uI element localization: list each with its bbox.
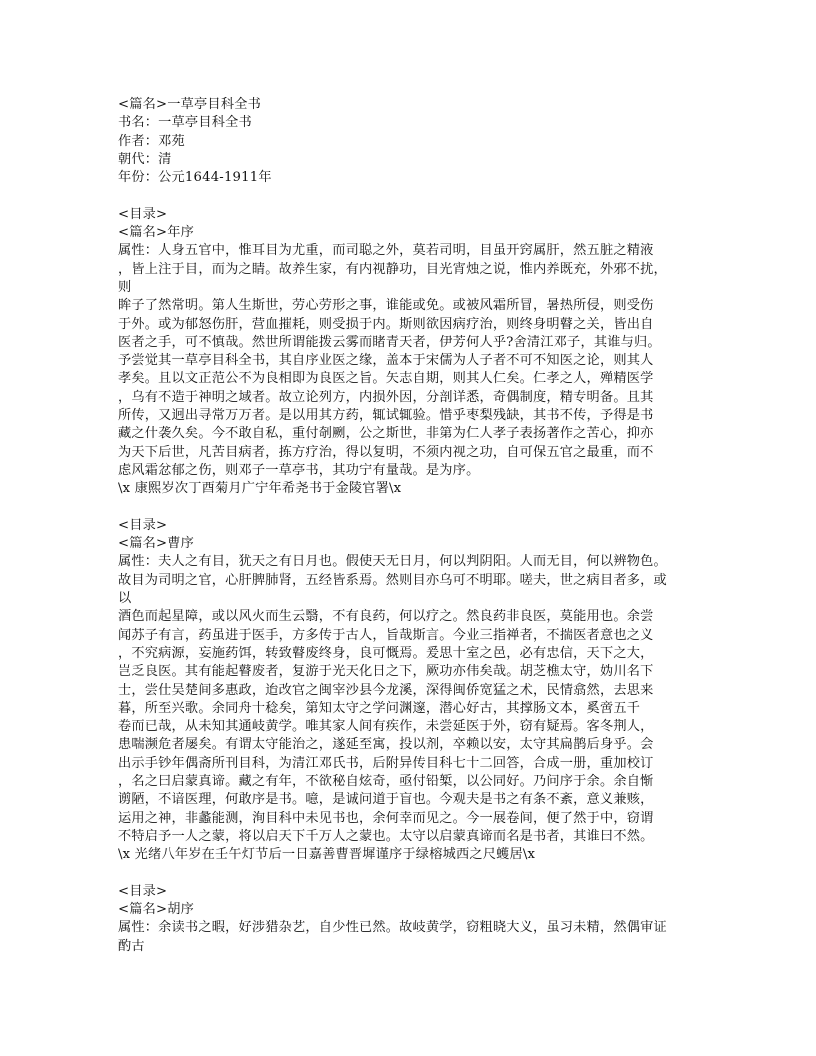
signature-line: \x 光绪八年岁在壬午灯节后一日嘉善曹晋墀谨序于绿榕城西之尺蠖居\x xyxy=(118,847,536,863)
body-line: 谫陋，不谙医理，何敢序是书。噫，是诚问道于盲也。今观夫是书之有条不紊，意义兼赅， xyxy=(118,792,654,808)
section-toc: <目录> xyxy=(118,883,168,899)
section-title: <篇名>曹序 xyxy=(118,536,195,552)
header-author-line: 作者：邓苑 xyxy=(118,133,185,149)
blank-line xyxy=(118,499,702,517)
header-title-line: <篇名>一草亭目科全书 xyxy=(118,97,261,112)
header-book-line: 书名：一草亭目科全书 xyxy=(118,115,252,131)
body-line: 酌古 xyxy=(118,938,145,954)
signature-line: \x 康熙岁次丁酉菊月广宁年希尧书于金陵官署\x xyxy=(118,481,402,497)
body-line: 士，尝仕吴楚间多惠政，迨改官之闽宰沙县今龙溪，深得闽侨宽猛之术，民情翕然，去思来 xyxy=(118,682,654,698)
header-dynasty-line: 朝代：清 xyxy=(118,151,172,167)
body-line: ，皆上注于目，而为之睛。故养生家，有内视静功，目光宵烛之说，惟内养既充，外邪不扰， xyxy=(118,261,667,277)
header-year-line: 年份：公元1644-1911年 xyxy=(118,170,272,186)
body-line: 则 xyxy=(118,279,132,295)
body-line: 医者之手，可不慎哉。然世所谓能拨云雾而睹青天者，伊芳何人乎?舍清江邓子，其谁与归。 xyxy=(118,334,661,350)
body-line: 虑风霜忿郁之伤，则邓子一草亭书，其功宁有量哉。是为序。 xyxy=(118,462,480,478)
body-line: 岂乏良医。其有能起瞽废者，复游于光天化日之下，厥功亦伟矣哉。胡芝樵太守，妫川名下 xyxy=(118,664,654,680)
body-line: 以 xyxy=(118,591,132,607)
body-line: ，乌有不造于神明之域者。故立论列方，内损外因，分剖详悉，奇偶制度，精专明备。且其 xyxy=(118,389,654,405)
body-line: 故目为司明之官，心肝脾肺肾，五经皆系焉。然则目亦乌可不明耶。嗟夫，世之病目者多，或 xyxy=(118,572,667,588)
body-line: ，名之曰启蒙真谛。藏之有年，不欲秘自炫奇，亟付铅椠，以公同好。乃问序于余。余自惭 xyxy=(118,773,654,789)
body-line: 出示手钞年偶斋所刊目科，为清江邓氏书，后附异传目科七十二回答，合成一册，重加校订 xyxy=(118,755,654,771)
body-line: ，不究病源，妄施药饵，转致瞽废终身，良可慨焉。爰思十室之邑，必有忠信，天下之大， xyxy=(118,645,654,661)
body-line: 为天下后世，凡苦目病者，拣方疗治，得以复明，不须内视之功，自可保五官之最重，而不 xyxy=(118,444,654,460)
body-line: 酒色而起星障，或以风火而生云翳，不有良药，何以疗之。然良药非良医，莫能用也。余尝 xyxy=(118,609,654,625)
body-line: 属性：余读书之暇，好涉猎杂艺，自少性已然。故岐黄学，窃粗晓大义，虽习未精，然偶审证 xyxy=(118,920,667,936)
body-line: 属性：人身五官中，惟耳目为尤重，而司聪之外，莫若司明，目虽开窍属肝，然五脏之精液 xyxy=(118,243,654,259)
blank-line xyxy=(118,864,702,882)
document-page xyxy=(118,96,702,956)
body-line: 患喘濒危者屡矣。有谓太守能治之，遂延至寓，投以剂，卒赖以安，太守其扁鹊后身乎。会 xyxy=(118,737,654,753)
body-line: 闻苏子有言，药虽进于医手，方多传于古人，旨哉斯言。今业三指禅者，不揣医者意也之义 xyxy=(118,627,654,643)
section-toc: <目录> xyxy=(118,517,168,533)
body-line: 属性：夫人之有目，犹天之有日月也。假使天无日月，何以判阴阳。人而无目，何以辨物色。 xyxy=(118,554,667,570)
body-line: 暮，所至兴歌。余同舟十稔矣，第知太守之学问渊邃，潜心好古，其撑肠文本，奚啻五千 xyxy=(118,700,641,716)
body-line: 予尝觉其一草亭目科全书，其自序业医之缘，盖本于宋儒为人子者不可不知医之论，则其人 xyxy=(118,353,654,369)
body-line: 于外。或为郁怒伤肝，营血摧耗，则受损于内。斯则欲因病疗治，则终身明瞽之关，皆出自 xyxy=(118,316,654,332)
body-line: 藏之什袭久矣。今不敢自私，重付剞劂，公之斯世，非第为仁人孝子表扬著作之苦心，抑亦 xyxy=(118,426,654,442)
section-toc: <目录> xyxy=(118,206,168,222)
body-line: 卷而已哉，从未知其通岐黄学。唯其家人间有疾作，未尝延医于外，窃有疑焉。客冬荆人， xyxy=(118,719,654,735)
body-line: 运用之神，非蠡能测，洵目科中未见书也，余何幸而见之。今一展卷间，便了然于中，窃谓 xyxy=(118,810,654,826)
section-title: <篇名>年序 xyxy=(118,225,195,241)
blank-line xyxy=(118,187,702,205)
body-line: 眸子了然常明。第人生斯世，劳心劳形之事，谁能或免。或被风霜所冒，暑热所侵，则受伤 xyxy=(118,298,654,314)
body-line: 所传，又迥出寻常万万者。是以用其方药，辄试辄验。惜乎枣梨残缺，其书不传，予得是书 xyxy=(118,408,654,424)
body-line: 孝矣。且以文正范公不为良相即为良医之旨。矢志自期，则其人仁矣。仁孝之人，殚精医学 xyxy=(118,371,654,387)
body-line: 不特启予一人之蒙，将以启天下千万人之蒙也。太守以启蒙真谛而名是书者，其谁曰不然。 xyxy=(118,828,654,844)
section-title: <篇名>胡序 xyxy=(118,902,195,918)
